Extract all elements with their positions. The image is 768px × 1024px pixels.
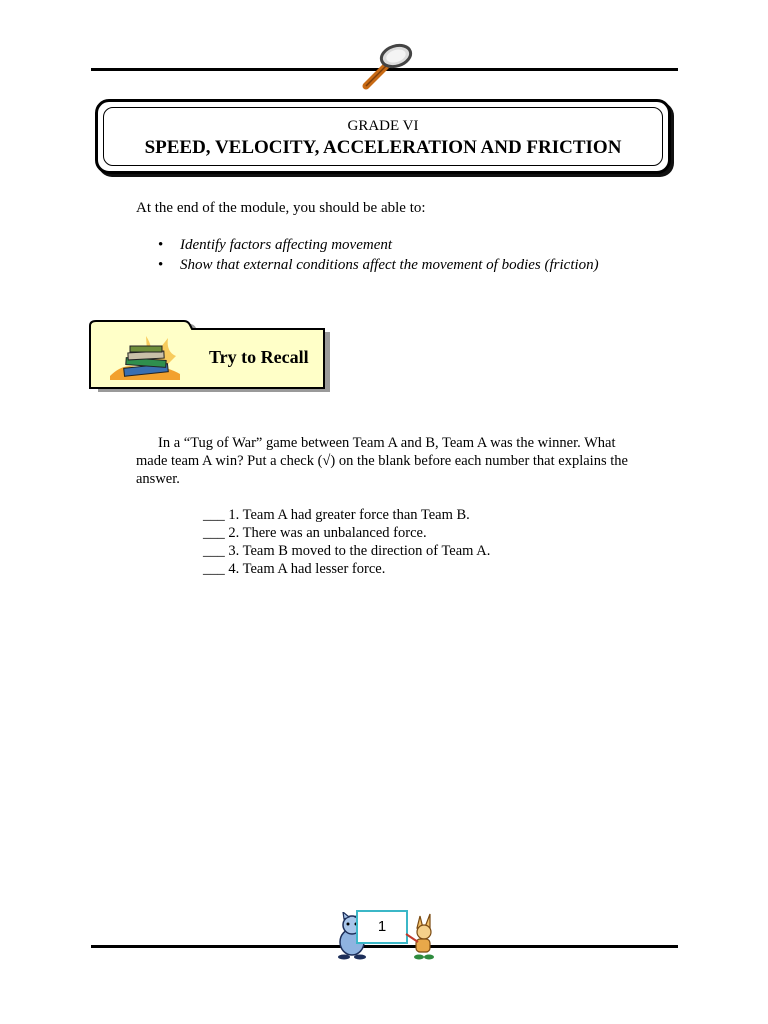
objectives-list [150, 235, 599, 275]
bottom-rule [91, 945, 678, 948]
objective-item [150, 235, 599, 255]
magnifier-icon [352, 42, 414, 92]
page-number: 1 [356, 910, 408, 944]
rabbit-mascot-icon [400, 912, 440, 960]
question-text [136, 434, 656, 488]
answer-choices [203, 506, 490, 578]
choice-item[interactable]: ___ 4. Team A had lesser force. [203, 561, 386, 577]
objective-item [150, 255, 599, 275]
objectives-intro: At the end of the module, you should be able to: [136, 200, 426, 216]
section-label: Try to Recall [209, 347, 309, 367]
choice-item[interactable]: ___ 1. Team A had greater force than Team B. [203, 507, 470, 523]
title-box [95, 99, 671, 174]
question-line: made team A win? Put a check (√) on the blank before each number that explains the [136, 453, 628, 469]
grade-label: GRADE VI [347, 118, 419, 134]
question-line: In a “Tug of War” game between Team A and B, Team A was the winner. What [158, 435, 616, 451]
question-line: answer. [136, 471, 180, 487]
title-box-inner [103, 107, 663, 166]
objective-text: Identify factors affecting movement [180, 237, 393, 253]
choice-item[interactable]: ___ 3. Team B moved to the direction of Team A. [203, 543, 491, 559]
bullet-icon: • [158, 237, 164, 253]
objective-text: Show that external conditions affect the movement of bodies (friction) [180, 257, 599, 273]
books-icon [106, 330, 184, 382]
bullet-icon: • [158, 257, 164, 273]
module-title: SPEED, VELOCITY, ACCELERATION AND FRICTION [144, 137, 622, 158]
choice-item[interactable]: ___ 2. There was an unbalanced force. [203, 525, 427, 541]
